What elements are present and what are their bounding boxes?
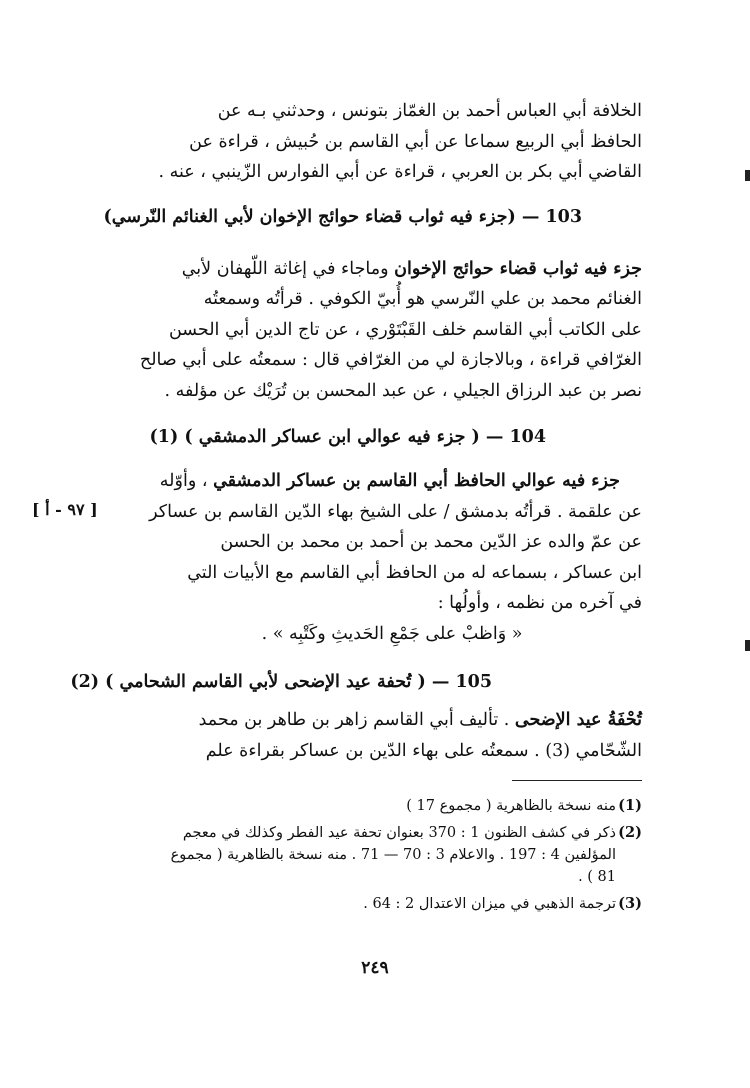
folio-margin-note: [ ٩٧ - أ ] [32,500,98,519]
footnote-divider [512,780,642,781]
verse-line: « وَاظبْ على جَمْعِ الحَديثِ وكَتْبِه » . [261,623,523,644]
text-line: الغنائم محمد بن علي النّرسي هو أُبيّ الكوفي . قرأتُه وسمعتُه [203,289,642,309]
footnote-text: المؤلفين 4 : 197 . والاعلام 3 : 70 — 71 . منه نسخة بالظاهرية ( مجموع [170,847,616,863]
text-line: الغرّافي قراءة ، وبالاجازة لي من الغرّافي قال : سمعتُه على أبي صالح [139,350,642,370]
page-number: ٢٤٩ [361,958,389,978]
text-line: الشّحّامي (3) . سمعتُه على بهاء الدّين بن عساكر بقراءة علم [205,740,642,761]
page-edge-mark [745,170,750,181]
entry-body-103 [102,254,642,407]
text-line: القاضي أبي بكر بن العربي ، قراءة عن أبي الفوارس الزّينبي ، عنه . [158,162,642,182]
entry-title-lead: تُحْفَةُ عيد الإضحى [514,710,642,730]
entry-heading-104: 104 — ( جزء فيه عوالي ابن عساكر الدمشقي ) (1) [149,427,546,447]
text-line: الخلافة أبي العباس أحمد بن الغمّاز بتونس ، وحدثني بـه عن [217,101,642,121]
paragraph-continuation [102,96,642,188]
entry-heading-103: 103 — (جزء فيه ثواب قضاء حوائج الإخوان لأبي الغنائم النّرسي) [103,206,582,227]
footnote-2 [110,822,642,888]
text-line: عن علقمة . قرأتُه بدمشق / على الشيخ بهاء الدّين القاسم بن عساكر [149,501,642,522]
footnotes [110,795,642,920]
entry-title-lead: جزء فيه عوالي الحافظ أبي القاسم بن عساكر الدمشقي [213,471,620,491]
footnote-1 [110,795,642,817]
entry-title-lead: جزء فيه ثواب قضاء حوائج الإخوان [394,258,642,279]
footnote-text: منه نسخة بالظاهرية ( مجموع 17 ) [406,798,616,814]
footnote-text: ذكر في كشف الظنون 1 : 370 بعنوان تحفة عيد الفطر وكذلك في معجم [182,825,616,841]
text-line: على الكاتب أبي القاسم خلف القَبْتَوْري ، عن تاج الدين أبي الحسن [168,319,642,340]
text-line: نصر بن عبد الرزاق الجيلي ، عن عبد المحسن بن تُرَيْك عن مؤلفه . [164,380,642,401]
text-line: ابن عساكر ، بسماعه له من الحافظ أبي القاسم مع الأبيات التي [187,562,642,583]
main-text [70,96,642,766]
entry-body-104 [102,466,642,649]
footnote-3 [110,893,642,915]
text-line: عن عمّ والده عز الدّين محمد بن أحمد بن محمد بن الحسن [220,532,642,552]
footnote-number: (1) [618,797,642,814]
text-line: ، وأوّله [159,471,208,491]
page-edge-mark [745,640,750,651]
text-line: في آخره من نظمه ، وأولُها : [437,593,642,613]
text-line: . تأليف أبي القاسم زاهر بن طاهر بن محمد [198,710,510,730]
footnote-number: (2) [618,824,642,841]
entry-body-105 [102,705,642,766]
footnote-text: ترجمة الذهبي في ميزان الاعتدال 2 : 64 . [363,896,616,912]
footnote-number: (3) [618,895,642,912]
text-line: وماجاء في إغاثة اللّهفان لأبي [181,258,389,279]
entry-heading-105: 105 — ( تُحفة عيد الإضحى لأبي القاسم الشحامي ) (2) [70,672,492,692]
text-line: الحافظ أبي الربيع سماعا عن أبي القاسم بن حُبيش ، قراءة عن [189,131,642,152]
footnote-text: 81 ) . [578,869,616,885]
